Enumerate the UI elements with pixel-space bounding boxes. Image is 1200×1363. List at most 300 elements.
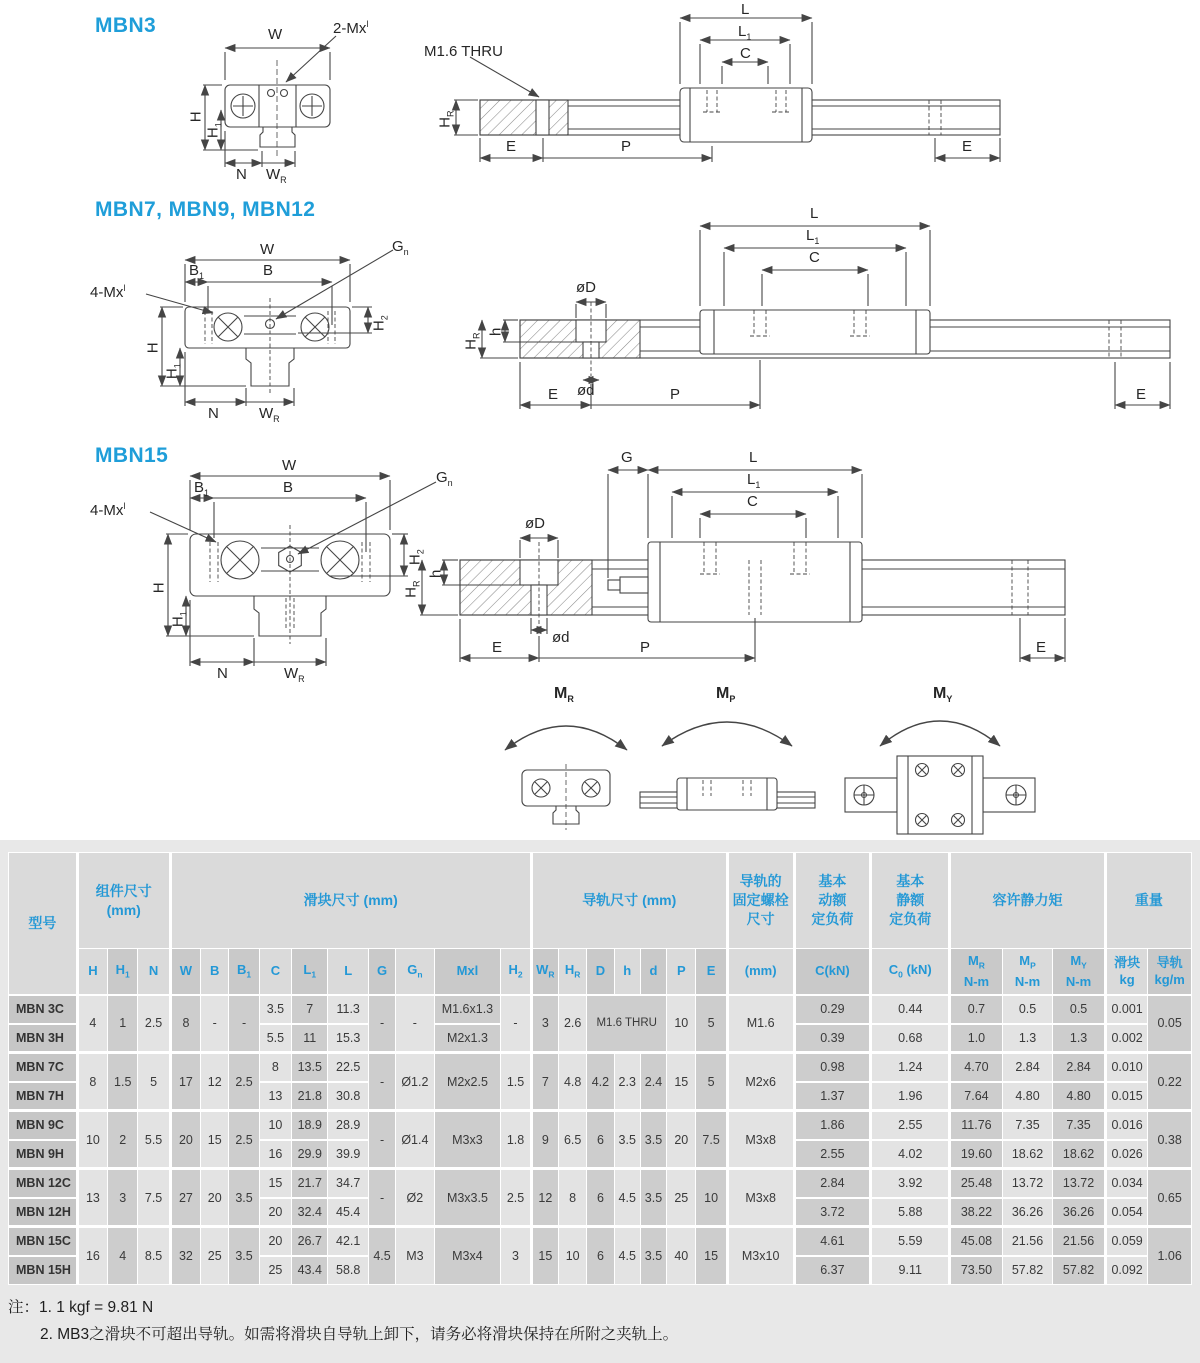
dim-m16-thru: M1.6 THRU — [424, 43, 503, 60]
cell-C: 8 — [259, 1053, 291, 1082]
footnotes — [8, 1294, 1192, 1348]
rail-cross-section — [260, 127, 295, 147]
header-weight: 重量 — [1105, 853, 1191, 949]
cell-MY: 18.62 — [1053, 1140, 1106, 1169]
col-Gn: $G_n$ — [396, 949, 434, 995]
dim-h1: $H_1$ — [204, 122, 224, 139]
cell-L1: 29.9 — [292, 1140, 328, 1169]
drawing-title-mbn7912: MBN7, MBN9, MBN12 — [95, 198, 316, 221]
moment-mp-diagram — [640, 722, 815, 810]
cell-L: 11.3 — [328, 995, 368, 1024]
cell-L1: 21.7 — [292, 1169, 328, 1198]
cell-MR: 7.64 — [950, 1082, 1003, 1111]
header-assembly-dims: 组件尺寸 (mm) — [77, 853, 170, 949]
cell-D: 6 — [587, 1227, 614, 1285]
cell-rail-kg: 0.65 — [1148, 1169, 1192, 1227]
col-MR: $M_R$ N-m — [950, 949, 1003, 995]
cell-D: 4.2 — [587, 1053, 614, 1111]
cell-Gn: Ø1.2 — [396, 1053, 434, 1111]
cell-kg: 0.034 — [1105, 1169, 1147, 1198]
cell-H: 10 — [77, 1111, 107, 1169]
cell-P: 20 — [667, 1111, 696, 1169]
cell-MR: 1.0 — [950, 1024, 1003, 1053]
cell-MR: 45.08 — [950, 1227, 1003, 1256]
cell-C: 5.5 — [259, 1024, 291, 1053]
grease-nipple — [620, 577, 648, 593]
cell-MP: 4.80 — [1002, 1082, 1053, 1111]
cell-L: 39.9 — [328, 1140, 368, 1169]
cell-C0: 4.02 — [871, 1140, 950, 1169]
cell-H2: 2.5 — [501, 1169, 531, 1227]
mbn3-front-view — [203, 36, 336, 167]
cell-L1: 18.9 — [292, 1111, 328, 1140]
model-cell: MBN 12C — [9, 1169, 78, 1198]
cell-L1: 13.5 — [292, 1053, 328, 1082]
col-H1: $H_1$ — [108, 949, 138, 995]
cell-WR: 9 — [531, 1111, 558, 1169]
dim-p: P — [640, 639, 651, 656]
dim-e-left: E — [492, 639, 503, 656]
footnote-1: 注：1. 1 kgf = 9.81 N — [8, 1299, 154, 1316]
dim-wr: $W_R$ — [259, 405, 280, 424]
cell-Dhd: M1.6 THRU — [587, 995, 667, 1053]
cell-MY: 1.3 — [1053, 1024, 1106, 1053]
cell-h: 4.5 — [614, 1227, 640, 1285]
cell-d: 3.5 — [640, 1227, 666, 1285]
col-bolt-mm: (mm) — [727, 949, 794, 995]
col-N: N — [138, 949, 170, 995]
dim-h1: $H_1$ — [163, 363, 183, 380]
section-mbn7-9-12 — [0, 190, 1200, 430]
cell-G: - — [368, 1111, 395, 1169]
col-H2: $H_2$ — [501, 949, 531, 995]
cell-CkN: 0.98 — [794, 1053, 871, 1082]
cell-MY: 36.26 — [1053, 1198, 1106, 1227]
cell-Gn: Ø2 — [396, 1169, 434, 1227]
dim-h: H — [187, 111, 205, 123]
col-H: H — [77, 949, 107, 995]
cell-E: 7.5 — [696, 1111, 727, 1169]
cell-bolt: M1.6 — [727, 995, 794, 1053]
cell-C: 10 — [259, 1111, 291, 1140]
cell-kg: 0.015 — [1105, 1082, 1147, 1111]
cell-H1: 1 — [108, 995, 138, 1053]
cell-MP: 21.56 — [1002, 1227, 1053, 1256]
table-row — [9, 995, 1192, 1024]
carriage-side — [680, 88, 812, 142]
dim-b: B — [283, 479, 294, 496]
dim-hr: $H_R$ — [462, 332, 482, 350]
dim-w: W — [282, 457, 297, 474]
dim-gn: $G_n$ — [436, 469, 453, 488]
cell-Mxl: M3x3.5 — [434, 1169, 501, 1227]
cell-d: 3.5 — [640, 1111, 666, 1169]
spec-panel — [0, 840, 1200, 1363]
dim-e-left: E — [548, 386, 559, 403]
col-CkN: C(kN) — [794, 949, 871, 995]
moment-mr-diagram — [505, 726, 627, 830]
cell-N: 2.5 — [138, 995, 170, 1053]
col-MP: $M_P$ N-m — [1002, 949, 1053, 995]
cell-W: 32 — [170, 1227, 200, 1285]
cell-G: - — [368, 1053, 395, 1111]
cell-MP: 1.3 — [1002, 1024, 1053, 1053]
cell-B: - — [201, 995, 229, 1053]
dim-w: W — [260, 241, 275, 258]
cell-CkN: 4.61 — [794, 1227, 871, 1256]
section-mbn15 — [0, 430, 1200, 684]
cell-C0: 5.88 — [871, 1198, 950, 1227]
cell-rail-kg: 1.06 — [1148, 1227, 1192, 1285]
drawing-title-mbn15: MBN15 — [95, 444, 169, 467]
dim-4mxl: 4-Mx$^l$ — [90, 501, 126, 519]
dim-b: B — [263, 262, 274, 279]
cell-C: 3.5 — [259, 995, 291, 1024]
dim-h2: $H_2$ — [406, 549, 426, 566]
cell-C: 15 — [259, 1169, 291, 1198]
header-static-load: 基本 静额 定负荷 — [871, 853, 950, 949]
cell-kg: 0.016 — [1105, 1111, 1147, 1140]
dim-h-depth: h — [427, 569, 445, 579]
dim-b1: $B_1$ — [194, 479, 210, 498]
cell-L: 34.7 — [328, 1169, 368, 1198]
cell-MR: 11.76 — [950, 1111, 1003, 1140]
dim-d-small: ød — [552, 629, 570, 646]
cell-C0: 0.68 — [871, 1024, 950, 1053]
cell-CkN: 1.37 — [794, 1082, 871, 1111]
moment-mr-label: $M_R$ — [554, 685, 574, 705]
header-block-dims: 滑块尺寸 (mm) — [170, 853, 531, 949]
table-row — [9, 1227, 1192, 1256]
dim-wr: $W_R$ — [266, 166, 287, 185]
col-d: d — [640, 949, 666, 995]
cell-L: 22.5 — [328, 1053, 368, 1082]
cell-L: 30.8 — [328, 1082, 368, 1111]
cell-d: 2.4 — [640, 1053, 666, 1111]
cell-CkN: 6.37 — [794, 1256, 871, 1285]
mbn3-drawing — [0, 0, 1200, 190]
cell-rail-kg: 0.38 — [1148, 1111, 1192, 1169]
mbn3-side-view — [454, 18, 1000, 162]
cell-C0: 5.59 — [871, 1227, 950, 1256]
section-mbn3 — [0, 0, 1200, 190]
cell-MY: 21.56 — [1053, 1227, 1106, 1256]
cell-G: 4.5 — [368, 1227, 395, 1285]
dim-h1: $H_1$ — [169, 611, 189, 628]
cell-B: 15 — [201, 1111, 229, 1169]
cell-E: 5 — [696, 1053, 727, 1111]
cell-CkN: 0.39 — [794, 1024, 871, 1053]
cell-H2: 1.8 — [501, 1111, 531, 1169]
col-Mxl: Mxl — [434, 949, 501, 995]
col-block-kg: 滑块 kg — [1105, 949, 1147, 995]
cell-L1: 26.7 — [292, 1227, 328, 1256]
cell-L: 42.1 — [328, 1227, 368, 1256]
cell-MY: 7.35 — [1053, 1111, 1106, 1140]
cell-CkN: 3.72 — [794, 1198, 871, 1227]
col-G: G — [368, 949, 395, 995]
cell-N: 7.5 — [138, 1169, 170, 1227]
cell-MP: 13.72 — [1002, 1169, 1053, 1198]
table-row — [9, 1053, 1192, 1082]
cell-H: 13 — [77, 1169, 107, 1227]
cell-d: 3.5 — [640, 1169, 666, 1227]
mbn7912-drawing — [0, 190, 1200, 430]
cell-B: 12 — [201, 1053, 229, 1111]
col-W: W — [170, 949, 200, 995]
moments-drawing — [0, 680, 1200, 840]
header-dynamic-load: 基本 动额 定负荷 — [794, 853, 871, 949]
col-HR: $H_R$ — [559, 949, 587, 995]
cell-kg: 0.059 — [1105, 1227, 1147, 1256]
dim-c: C — [740, 45, 751, 62]
cell-MY: 13.72 — [1053, 1169, 1106, 1198]
cell-C: 20 — [259, 1198, 291, 1227]
model-cell: MBN 9H — [9, 1140, 78, 1169]
cell-Mxl: M2x1.3 — [434, 1024, 501, 1053]
dim-l: L — [749, 449, 758, 466]
dim-l1: $L_1$ — [747, 471, 761, 490]
cell-P: 40 — [667, 1227, 696, 1285]
col-MY: $M_Y$ N-m — [1053, 949, 1106, 995]
dim-n: N — [217, 665, 228, 682]
cell-B: 25 — [201, 1227, 229, 1285]
moment-my-diagram — [845, 721, 1035, 834]
dim-l1: $L_1$ — [738, 23, 752, 42]
model-cell: MBN 3H — [9, 1024, 78, 1053]
cell-kg: 0.002 — [1105, 1024, 1147, 1053]
model-cell: MBN 12H — [9, 1198, 78, 1227]
dim-wr: $W_R$ — [284, 665, 305, 684]
cell-Gn: M3 — [396, 1227, 434, 1285]
cell-D: 6 — [587, 1169, 614, 1227]
cell-C0: 9.11 — [871, 1256, 950, 1285]
header-rail-dims: 导轨尺寸 (mm) — [531, 853, 727, 949]
cell-MR: 73.50 — [950, 1256, 1003, 1285]
cell-L1: 43.4 — [292, 1256, 328, 1285]
cell-MR: 25.48 — [950, 1169, 1003, 1198]
cell-kg: 0.001 — [1105, 995, 1147, 1024]
model-cell: MBN 3C — [9, 995, 78, 1024]
header-static-moment: 容许静力矩 — [950, 853, 1106, 949]
cell-H1: 2 — [108, 1111, 138, 1169]
dim-h: H — [144, 342, 162, 354]
cell-N: 5.5 — [138, 1111, 170, 1169]
cell-MP: 0.5 — [1002, 995, 1053, 1024]
cell-WR: 3 — [531, 995, 558, 1053]
cell-HR: 10 — [559, 1227, 587, 1285]
cell-G: - — [368, 1169, 395, 1227]
footnote-2: 2. MB3之滑块不可超出导轨。如需将滑块自导轨上卸下，请务必将滑块保持在所附之夹轨上。 — [40, 1326, 679, 1344]
cell-W: 8 — [170, 995, 200, 1053]
header-model: 型号 — [9, 853, 78, 995]
cell-N: 8.5 — [138, 1227, 170, 1285]
carriage-side — [700, 310, 930, 354]
col-D: D — [587, 949, 614, 995]
col-E: E — [696, 949, 727, 995]
cell-L1: 7 — [292, 995, 328, 1024]
model-cell: MBN 7C — [9, 1053, 78, 1082]
mbn15-side-view — [420, 470, 1065, 662]
moment-my-label: $M_Y$ — [933, 685, 953, 705]
cell-C: 13 — [259, 1082, 291, 1111]
cell-H: 8 — [77, 1053, 107, 1111]
cell-HR: 6.5 — [559, 1111, 587, 1169]
spec-table — [8, 852, 1192, 1285]
cell-H2: 3 — [501, 1227, 531, 1285]
cell-MP: 18.62 — [1002, 1140, 1053, 1169]
dim-hr: $H_R$ — [402, 580, 422, 598]
table-row — [9, 1111, 1192, 1140]
model-cell: MBN 15C — [9, 1227, 78, 1256]
cell-Mxl: M3x3 — [434, 1111, 501, 1169]
cell-B1: - — [229, 995, 259, 1053]
cell-W: 17 — [170, 1053, 200, 1111]
cell-MP: 57.82 — [1002, 1256, 1053, 1285]
cell-P: 25 — [667, 1169, 696, 1227]
col-L1: $L_1$ — [292, 949, 328, 995]
cell-P: 15 — [667, 1053, 696, 1111]
cell-CkN: 2.55 — [794, 1140, 871, 1169]
cell-G: - — [368, 995, 395, 1053]
dim-2mxl: 2-Mx$^l$ — [333, 19, 369, 37]
table-row — [9, 1169, 1192, 1198]
cell-H: 4 — [77, 995, 107, 1053]
cell-C: 25 — [259, 1256, 291, 1285]
cell-MP: 36.26 — [1002, 1198, 1053, 1227]
footnote-prefix: 注： — [8, 1299, 40, 1316]
cell-h: 3.5 — [614, 1111, 640, 1169]
dim-hr: $H_R$ — [436, 110, 456, 128]
cell-H1: 4 — [108, 1227, 138, 1285]
col-P: P — [667, 949, 696, 995]
model-cell: MBN 9C — [9, 1111, 78, 1140]
cell-h: 2.3 — [614, 1053, 640, 1111]
cell-MR: 4.70 — [950, 1053, 1003, 1082]
cell-L1: 21.8 — [292, 1082, 328, 1111]
cell-L: 28.9 — [328, 1111, 368, 1140]
dim-h2: $H_2$ — [370, 315, 390, 332]
cell-L: 15.3 — [328, 1024, 368, 1053]
cell-H1: 1.5 — [108, 1053, 138, 1111]
dim-c: C — [747, 493, 758, 510]
dim-d-small: ød — [577, 382, 595, 399]
cell-h: 4.5 — [614, 1169, 640, 1227]
cell-MY: 2.84 — [1053, 1053, 1106, 1082]
cell-WR: 7 — [531, 1053, 558, 1111]
cell-L: 45.4 — [328, 1198, 368, 1227]
cell-W: 20 — [170, 1111, 200, 1169]
cell-Mxl: M1.6x1.3 — [434, 995, 501, 1024]
cell-MR: 38.22 — [950, 1198, 1003, 1227]
cell-kg: 0.010 — [1105, 1053, 1147, 1082]
dim-e-right: E — [1136, 386, 1147, 403]
cell-bolt: M3x10 — [727, 1227, 794, 1285]
cell-WR: 15 — [531, 1227, 558, 1285]
cell-WR: 12 — [531, 1169, 558, 1227]
cell-L1: 32.4 — [292, 1198, 328, 1227]
cell-Gn: - — [396, 995, 434, 1053]
cell-B1: 2.5 — [229, 1111, 259, 1169]
cell-H2: 1.5 — [501, 1053, 531, 1111]
cell-Mxl: M2x2.5 — [434, 1053, 501, 1111]
dim-e-right: E — [1036, 639, 1047, 656]
cell-HR: 8 — [559, 1169, 587, 1227]
cell-C0: 0.44 — [871, 995, 950, 1024]
cell-rail-kg: 0.22 — [1148, 1053, 1192, 1111]
cell-H1: 3 — [108, 1169, 138, 1227]
cell-MR: 0.7 — [950, 995, 1003, 1024]
drawing-title-mbn3: MBN3 — [95, 14, 157, 37]
dim-c: C — [809, 249, 820, 266]
dim-b1: $B_1$ — [189, 262, 205, 281]
cell-H: 16 — [77, 1227, 107, 1285]
cell-HR: 4.8 — [559, 1053, 587, 1111]
col-WR: $W_R$ — [531, 949, 558, 995]
cell-L: 58.8 — [328, 1256, 368, 1285]
cell-Mxl: M3x4 — [434, 1227, 501, 1285]
dim-h-depth: h — [487, 327, 505, 337]
cell-kg: 0.054 — [1105, 1198, 1147, 1227]
dim-l: L — [810, 205, 819, 222]
cell-bolt: M3x8 — [727, 1111, 794, 1169]
cell-B: 20 — [201, 1169, 229, 1227]
dim-d-big: øD — [525, 515, 545, 532]
cell-B1: 2.5 — [229, 1053, 259, 1111]
cell-MR: 19.60 — [950, 1140, 1003, 1169]
cell-B1: 3.5 — [229, 1227, 259, 1285]
cell-MP: 7.35 — [1002, 1111, 1053, 1140]
col-h: h — [614, 949, 640, 995]
col-B: B — [201, 949, 229, 995]
mbn15-drawing — [0, 430, 1200, 680]
section-moments — [0, 680, 1200, 840]
col-rail-kgm: 导轨 kg/m — [1148, 949, 1192, 995]
cell-MY: 4.80 — [1053, 1082, 1106, 1111]
cell-H2: - — [501, 995, 531, 1053]
col-C: C — [259, 949, 291, 995]
mbn15-front-view — [150, 476, 436, 666]
dim-l: L — [741, 1, 750, 18]
cell-E: 10 — [696, 1169, 727, 1227]
header-bolt-size: 导轨的 固定螺栓 尺寸 — [727, 853, 794, 949]
cell-E: 5 — [696, 995, 727, 1053]
cell-CkN: 2.84 — [794, 1169, 871, 1198]
dim-e-right: E — [962, 138, 973, 155]
dim-4mxl: 4-Mx$^l$ — [90, 283, 126, 301]
cell-MY: 57.82 — [1053, 1256, 1106, 1285]
cell-CkN: 1.86 — [794, 1111, 871, 1140]
moment-mp-label: $M_P$ — [716, 685, 736, 705]
cell-Gn: Ø1.4 — [396, 1111, 434, 1169]
model-cell: MBN 7H — [9, 1082, 78, 1111]
cell-bolt: M2x6 — [727, 1053, 794, 1111]
cell-C0: 1.24 — [871, 1053, 950, 1082]
dim-g: G — [621, 449, 633, 466]
model-cell: MBN 15H — [9, 1256, 78, 1285]
dim-d-big: øD — [576, 279, 596, 296]
cell-kg: 0.026 — [1105, 1140, 1147, 1169]
col-B1: $B_1$ — [229, 949, 259, 995]
dim-p: P — [621, 138, 632, 155]
cell-P: 10 — [667, 995, 696, 1053]
cell-rail-kg: 0.05 — [1148, 995, 1192, 1053]
dim-p: P — [670, 386, 681, 403]
col-C0kN: $C_0$ (kN) — [871, 949, 950, 995]
dim-n: N — [208, 405, 219, 422]
cell-MY: 0.5 — [1053, 995, 1106, 1024]
dim-h: H — [150, 582, 168, 594]
